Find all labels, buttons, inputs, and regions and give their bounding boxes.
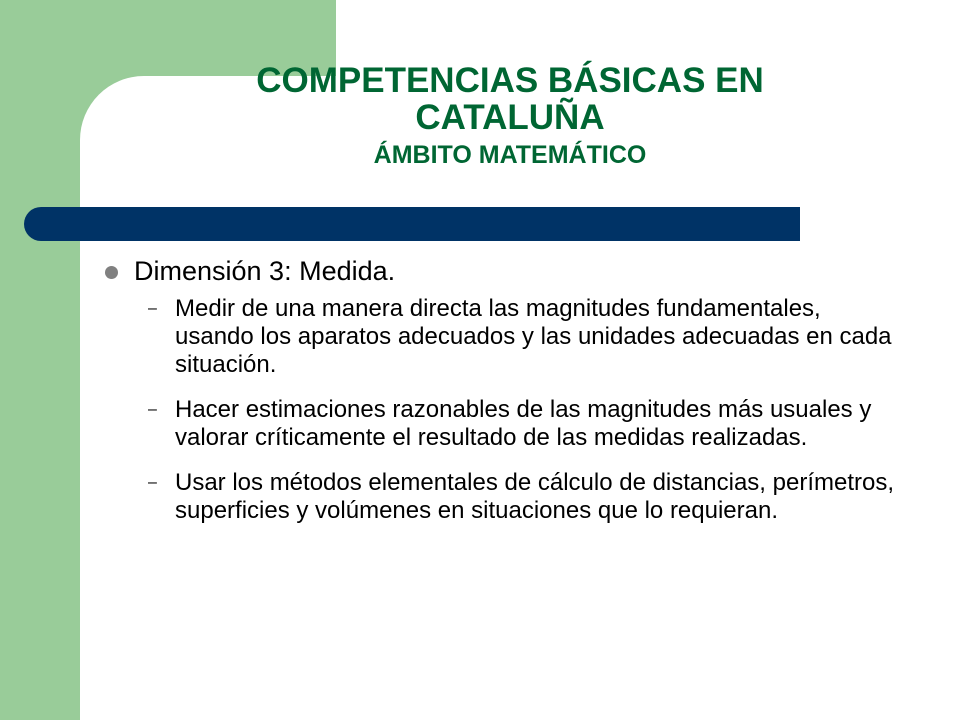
title-divider-bar [24,207,800,241]
sub-bullet-item [104,396,904,452]
sub-bullet-text: Medir de una manera directa las magnitudes fundamentales, usando los aparatos adecuados y las unidades adecuadas en cada situación. [175,295,892,378]
dash-bullet-icon: – [148,401,157,418]
sub-bullet-text: Usar los métodos elementales de cálculo de distancias, perímetros, superficies y volúmenes en situaciones que lo requieran. [175,469,895,524]
bullet-dot-icon [105,266,118,279]
slide-title-block [180,62,840,171]
sub-bullet-item [104,469,904,525]
slide-title-line-1: COMPETENCIAS BÁSICAS EN [256,61,764,100]
sub-bullet-text: Hacer estimaciones razonables de las magnitudes más usuales y valorar críticamente el resultado de las medidas realizadas. [175,396,872,451]
dash-bullet-icon: – [148,474,157,491]
slide-subtitle: ÁMBITO MATEMÁTICO [373,141,647,169]
main-bullet-item [104,254,904,288]
main-bullet-text: Dimensión 3: Medida. [134,256,396,286]
sub-bullet-item [104,295,904,379]
slide-title-line-2: CATALUÑA [415,98,605,137]
dash-bullet-icon: – [148,300,157,317]
slide-body [104,254,904,542]
